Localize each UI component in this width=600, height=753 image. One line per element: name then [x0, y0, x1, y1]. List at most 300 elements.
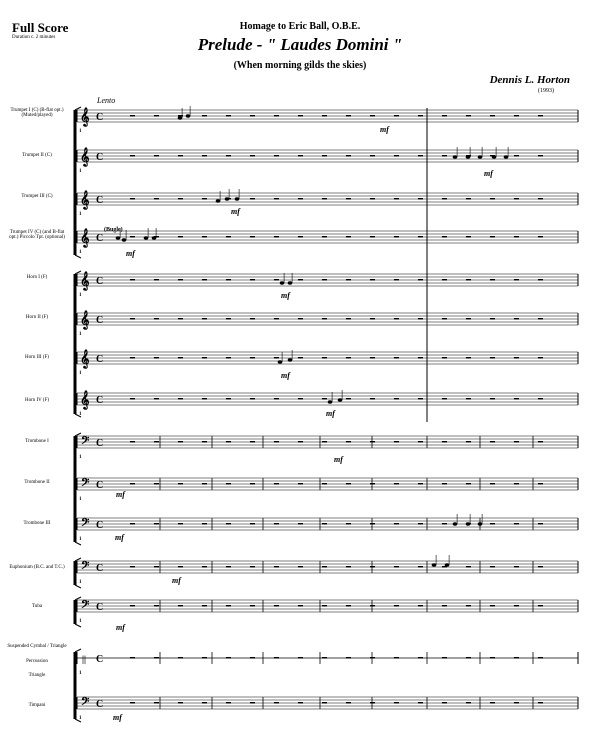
instrument-label-trumpet-3: Trumpet III (C): [21, 194, 53, 199]
time-signature: C: [96, 654, 104, 665]
rest-mark: [298, 523, 303, 525]
rest-mark: [514, 318, 519, 320]
note-head: [504, 155, 509, 158]
time-signature: C: [96, 563, 104, 574]
duration-note: Duration c. 2 minutes: [12, 35, 56, 40]
time-signature: C: [96, 354, 104, 365]
rest-mark: [346, 398, 351, 400]
measure-number: 1: [79, 497, 82, 502]
rest-mark: [538, 441, 543, 443]
rest-mark: [274, 318, 279, 320]
rest-mark: [394, 155, 399, 157]
rest-mark: [490, 523, 495, 525]
rest-mark: [370, 115, 375, 117]
dynamic-marking: mf: [326, 409, 335, 418]
piece-title: Prelude - " Laudes Domini ": [197, 35, 403, 54]
rest-mark: [442, 155, 447, 157]
rest-mark: [442, 398, 447, 400]
rest-mark: [442, 702, 447, 704]
rest-mark: [250, 483, 255, 485]
rest-mark: [346, 523, 351, 525]
rest-mark: [130, 441, 135, 443]
bracket-hook: [75, 624, 81, 627]
note-head: [453, 522, 458, 525]
rest-mark: [418, 115, 423, 117]
rest-mark: [322, 279, 327, 281]
rest-mark: [370, 657, 375, 659]
rest-mark: [298, 115, 303, 117]
rest-mark: [466, 198, 471, 200]
instrument-label-horn-3: Horn III (F): [25, 355, 49, 360]
rest-mark: [154, 483, 159, 485]
rest-mark: [322, 657, 327, 659]
rest-mark: [130, 115, 135, 117]
time-signature: C: [96, 315, 104, 326]
bass-clef-icon: 𝄢: [81, 476, 90, 491]
rest-mark: [466, 279, 471, 281]
rest-mark: [418, 279, 423, 281]
note-head: [235, 197, 240, 200]
staff: [77, 516, 578, 542]
dynamic-marking: mf: [380, 125, 389, 134]
rest-mark: [466, 605, 471, 607]
rest-mark: [346, 657, 351, 659]
rest-mark: [418, 441, 423, 443]
treble-clef-icon: 𝄞: [80, 149, 90, 166]
treble-clef-icon: 𝄞: [80, 312, 90, 329]
rest-mark: [370, 605, 375, 607]
staff: [77, 271, 578, 298]
staff: [77, 349, 578, 376]
rest-mark: [514, 155, 519, 157]
rest-mark: [346, 236, 351, 238]
rest-mark: [178, 198, 183, 200]
rest-mark: [154, 155, 159, 157]
note-head: [338, 398, 343, 401]
treble-clef-icon: 𝄞: [80, 192, 90, 209]
staff: [77, 695, 578, 721]
percussion-clef-icon: ||: [82, 654, 86, 664]
rest-mark: [514, 702, 519, 704]
rest-mark: [538, 236, 543, 238]
rest-mark: [154, 702, 159, 704]
rest-mark: [490, 702, 495, 704]
rest-mark: [154, 441, 159, 443]
note-head: [288, 358, 293, 361]
time-signature: C: [96, 112, 104, 123]
rest-mark: [394, 318, 399, 320]
rest-mark: [154, 566, 159, 568]
rest-mark: [538, 605, 543, 607]
rest-mark: [490, 605, 495, 607]
bass-clef-icon: 𝄢: [81, 434, 90, 449]
rest-mark: [322, 605, 327, 607]
time-signature: C: [96, 233, 104, 244]
rest-mark: [466, 702, 471, 704]
rest-mark: [418, 657, 423, 659]
rest-mark: [322, 483, 327, 485]
rest-mark: [202, 236, 207, 238]
rest-mark: [490, 483, 495, 485]
rest-mark: [346, 198, 351, 200]
rest-mark: [250, 398, 255, 400]
note-head: [478, 155, 483, 158]
rest-mark: [490, 441, 495, 443]
bracket-hook: [75, 255, 81, 258]
rest-mark: [490, 279, 495, 281]
rest-mark: [178, 605, 183, 607]
instrument-label-trumpet-2: Trumpet II (C): [22, 153, 52, 158]
rest-mark: [274, 357, 279, 359]
rest-mark: [466, 657, 471, 659]
rest-mark: [442, 523, 447, 525]
treble-clef-icon: 𝄞: [80, 109, 90, 126]
rest-mark: [370, 441, 375, 443]
rest-mark: [250, 566, 255, 568]
rest-mark: [394, 657, 399, 659]
rest-mark: [298, 483, 303, 485]
rest-mark: [226, 357, 231, 359]
measure-number: 1: [79, 619, 82, 624]
rest-mark: [514, 523, 519, 525]
rest-mark: [370, 357, 375, 359]
note-head: [122, 238, 127, 241]
time-signature: C: [96, 480, 104, 491]
rest-mark: [274, 523, 279, 525]
rest-mark: [250, 657, 255, 659]
rest-mark: [202, 398, 207, 400]
rest-mark: [514, 398, 519, 400]
rest-mark: [394, 198, 399, 200]
rest-mark: [442, 441, 447, 443]
rest-mark: [490, 657, 495, 659]
rest-mark: [370, 566, 375, 568]
rest-mark: [418, 566, 423, 568]
rest-mark: [442, 318, 447, 320]
rest-mark: [346, 566, 351, 568]
rest-mark: [322, 236, 327, 238]
time-signature: C: [96, 395, 104, 406]
rest-mark: [538, 115, 543, 117]
staff: [77, 598, 578, 624]
dynamic-marking: mf: [113, 713, 122, 722]
rest-mark: [490, 318, 495, 320]
rest-mark: [274, 115, 279, 117]
staff: [77, 228, 578, 255]
rest-mark: [538, 483, 543, 485]
rest-mark: [394, 236, 399, 238]
bugle-annotation: (Bugle): [104, 227, 123, 233]
measure-number: 1: [79, 716, 82, 721]
rest-mark: [346, 279, 351, 281]
rest-mark: [154, 198, 159, 200]
rest-mark: [226, 279, 231, 281]
staff: [77, 476, 578, 502]
rest-mark: [418, 357, 423, 359]
rest-mark: [250, 155, 255, 157]
rest-mark: [298, 605, 303, 607]
rest-mark: [322, 441, 327, 443]
rest-mark: [370, 236, 375, 238]
note-head: [152, 236, 157, 239]
rest-mark: [274, 441, 279, 443]
rest-mark: [178, 657, 183, 659]
rest-mark: [298, 441, 303, 443]
bracket-hook: [75, 585, 81, 588]
bass-clef-icon: 𝄢: [81, 695, 90, 710]
rest-mark: [154, 115, 159, 117]
rest-mark: [394, 441, 399, 443]
rest-mark: [178, 523, 183, 525]
rest-mark: [514, 657, 519, 659]
rest-mark: [178, 441, 183, 443]
rest-mark: [514, 279, 519, 281]
rest-mark: [202, 279, 207, 281]
rest-mark: [250, 441, 255, 443]
note-head: [144, 236, 149, 239]
rest-mark: [274, 605, 279, 607]
time-signature: C: [96, 438, 104, 449]
score-label: Full Score: [12, 20, 69, 35]
rest-mark: [466, 236, 471, 238]
rest-mark: [202, 198, 207, 200]
rest-mark: [370, 483, 375, 485]
rest-mark: [418, 155, 423, 157]
rest-mark: [154, 657, 159, 659]
instrument-label-trombone-1: Trombone I: [25, 439, 49, 444]
measure-number: 1: [79, 371, 82, 376]
rest-mark: [226, 566, 231, 568]
composer-name: Dennis L. Horton: [489, 74, 570, 86]
dynamic-marking: mf: [116, 490, 125, 499]
rest-mark: [178, 483, 183, 485]
bracket-hook: [75, 649, 81, 652]
note-head: [216, 199, 221, 202]
rest-mark: [538, 357, 543, 359]
treble-clef-icon: 𝄞: [80, 230, 90, 247]
dynamic-marking: mf: [484, 169, 493, 178]
rest-mark: [394, 605, 399, 607]
staff: [77, 559, 578, 585]
rest-mark: [514, 605, 519, 607]
rest-mark: [154, 279, 159, 281]
rest-mark: [322, 318, 327, 320]
rest-mark: [250, 702, 255, 704]
rest-mark: [202, 357, 207, 359]
rest-mark: [538, 155, 543, 157]
note-head: [278, 360, 283, 363]
rest-mark: [418, 605, 423, 607]
rest-mark: [226, 702, 231, 704]
rest-mark: [442, 657, 447, 659]
note-head: [328, 400, 333, 403]
time-signature: C: [96, 195, 104, 206]
rest-mark: [418, 523, 423, 525]
rest-mark: [274, 236, 279, 238]
instrument-label-horn-1: Horn I (F): [26, 275, 48, 280]
staff: [77, 652, 578, 676]
rest-mark: [298, 279, 303, 281]
rest-mark: [538, 318, 543, 320]
rest-mark: [298, 198, 303, 200]
note-head: [466, 155, 471, 158]
time-signature: C: [96, 152, 104, 163]
rest-mark: [154, 523, 159, 525]
rest-mark: [442, 236, 447, 238]
rest-mark: [130, 483, 135, 485]
rest-mark: [442, 483, 447, 485]
treble-clef-icon: 𝄞: [80, 273, 90, 290]
rest-mark: [370, 155, 375, 157]
rest-mark: [370, 198, 375, 200]
rest-mark: [370, 279, 375, 281]
rest-mark: [322, 198, 327, 200]
perc-triangle-label: Triangle: [28, 673, 46, 678]
rest-mark: [514, 441, 519, 443]
rest-mark: [178, 357, 183, 359]
measure-number: 1: [79, 537, 82, 542]
note-head: [445, 563, 450, 566]
rest-mark: [490, 357, 495, 359]
rest-mark: [514, 236, 519, 238]
instrument-label-euphonium: Euphonium (B.C. and T.C.): [9, 565, 65, 570]
rest-mark: [226, 318, 231, 320]
rest-mark: [298, 236, 303, 238]
staff: [77, 107, 578, 134]
rest-mark: [226, 657, 231, 659]
rest-mark: [226, 398, 231, 400]
measure-number: 1: [79, 455, 82, 460]
instrument-label-trumpet-4: Trumpet IV (C) (and B-flat opt.) Piccolo Tpt. (optional): [9, 230, 65, 240]
bass-clef-icon: 𝄢: [81, 598, 90, 613]
measure-number: 1: [79, 412, 82, 417]
piece-subtitle: (When morning gilds the skies): [233, 60, 367, 71]
rest-mark: [346, 155, 351, 157]
rest-mark: [346, 605, 351, 607]
staff: [77, 310, 578, 337]
rest-mark: [226, 523, 231, 525]
staff: [77, 434, 578, 460]
rest-mark: [418, 198, 423, 200]
rest-mark: [490, 198, 495, 200]
rest-mark: [250, 198, 255, 200]
treble-clef-icon: 𝄞: [80, 392, 90, 409]
rest-mark: [346, 357, 351, 359]
rest-mark: [154, 398, 159, 400]
note-head: [225, 197, 230, 200]
rest-mark: [274, 198, 279, 200]
rest-mark: [418, 702, 423, 704]
rest-mark: [394, 398, 399, 400]
rest-mark: [370, 318, 375, 320]
measure-number: 1: [79, 332, 82, 337]
note-head: [466, 522, 471, 525]
note-head: [453, 155, 458, 158]
bass-clef-icon: 𝄢: [81, 559, 90, 574]
rest-mark: [250, 115, 255, 117]
rest-mark: [466, 115, 471, 117]
rest-mark: [298, 318, 303, 320]
rest-mark: [202, 566, 207, 568]
rest-mark: [442, 115, 447, 117]
rest-mark: [514, 566, 519, 568]
instrument-label-trumpet-1: Trumpet I (C) (B-flat opt.) (Muted/played): [10, 108, 64, 118]
rest-mark: [514, 483, 519, 485]
rest-mark: [202, 483, 207, 485]
bass-clef-icon: 𝄢: [81, 516, 90, 531]
rest-mark: [154, 605, 159, 607]
perc-instrument-note: Suspended Cymbal / Triangle: [7, 644, 67, 649]
measure-number: 1: [79, 580, 82, 585]
rest-mark: [418, 398, 423, 400]
note-head: [492, 155, 497, 158]
measure-number: 1: [79, 293, 82, 298]
rest-mark: [466, 441, 471, 443]
note-head: [178, 116, 183, 119]
rest-mark: [466, 398, 471, 400]
instrument-label-horn-2: Horn II (F): [25, 315, 49, 320]
rest-mark: [130, 702, 135, 704]
note-head: [288, 281, 293, 284]
staff: [77, 190, 578, 217]
dynamic-marking: mf: [281, 371, 290, 380]
rest-mark: [274, 702, 279, 704]
rest-mark: [226, 115, 231, 117]
tempo-marking: Lento: [97, 96, 116, 105]
rest-mark: [298, 566, 303, 568]
rest-mark: [538, 566, 543, 568]
rest-mark: [490, 236, 495, 238]
rest-mark: [514, 115, 519, 117]
instrument-label-percussion: Percussion: [26, 659, 48, 664]
rest-mark: [442, 279, 447, 281]
rest-mark: [394, 115, 399, 117]
rest-mark: [250, 279, 255, 281]
rest-mark: [322, 155, 327, 157]
dynamic-marking: mf: [281, 291, 290, 300]
rest-mark: [250, 605, 255, 607]
instrument-label-horn-4: Horn IV (F): [24, 398, 50, 403]
rest-mark: [130, 155, 135, 157]
rest-mark: [274, 279, 279, 281]
rest-mark: [514, 198, 519, 200]
rest-mark: [346, 702, 351, 704]
rest-mark: [178, 318, 183, 320]
rest-mark: [202, 318, 207, 320]
rest-mark: [130, 523, 135, 525]
rest-mark: [490, 398, 495, 400]
rest-mark: [130, 605, 135, 607]
rest-mark: [442, 198, 447, 200]
rest-mark: [226, 441, 231, 443]
measure-number: 1: [79, 169, 82, 174]
note-head: [116, 236, 121, 239]
dynamic-marking: mf: [126, 249, 135, 258]
rest-mark: [322, 566, 327, 568]
instrument-label-tuba: Tuba: [31, 604, 43, 609]
rest-mark: [130, 279, 135, 281]
rest-mark: [226, 155, 231, 157]
rest-mark: [130, 357, 135, 359]
rest-mark: [274, 483, 279, 485]
bracket-hook: [75, 542, 81, 545]
rest-mark: [202, 605, 207, 607]
rest-mark: [514, 357, 519, 359]
rest-mark: [538, 523, 543, 525]
rest-mark: [226, 483, 231, 485]
rest-mark: [130, 657, 135, 659]
rest-mark: [538, 657, 543, 659]
